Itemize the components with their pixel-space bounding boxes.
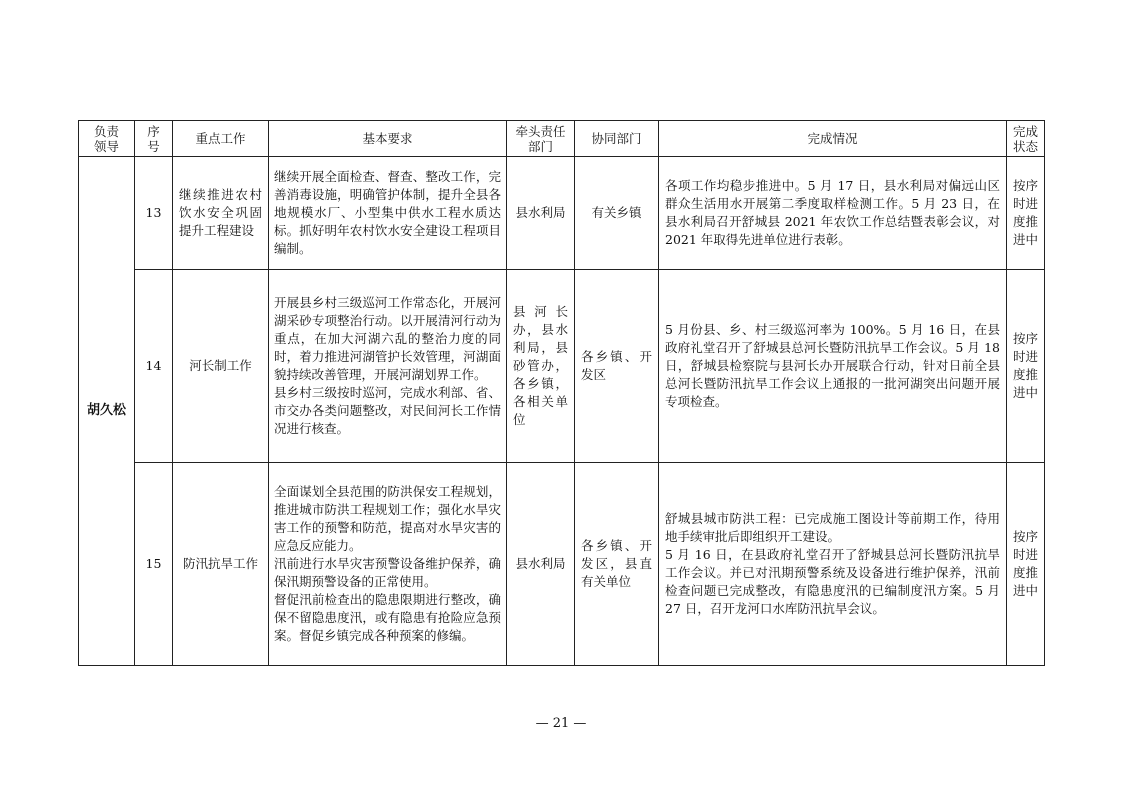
row-progress: 5 月份县、乡、村三级巡河率为 100%。5 月 16 日，在县政府礼堂召开了舒城县总河长暨防汛抗旱工作会议。5 月 18 日，舒城县检察院与县河长办开展联合行动，针对日前全县总河长暨防汛抗旱工作会议上通报的一批河湖突出问题开展专项检查。	[659, 270, 1007, 463]
table-row	[79, 270, 1045, 463]
work-progress-table	[78, 120, 1045, 666]
table-row	[79, 157, 1045, 270]
row-coop-dept: 有关乡镇	[575, 157, 659, 270]
row-status: 按序时进度推进中	[1007, 463, 1045, 666]
row-progress: 各项工作均稳步推进中。5 月 17 日，县水利局对偏远山区群众生活用水开展第二季度取样检测工作。5 月 23 日，在县水利局召开舒城县 2021 年农饮工作总结暨表彰会议，对 2021 年取得先进单位进行表彰。	[659, 157, 1007, 270]
row-coop-dept: 各乡镇、开发区，县直有关单位	[575, 463, 659, 666]
row-lead-dept: 县水利局	[507, 463, 575, 666]
leader-cell: 胡久松	[79, 157, 135, 666]
header-task: 重点工作	[173, 121, 269, 157]
row-progress: 舒城县城市防洪工程：已完成施工图设计等前期工作，待用地手续审批后即组织开工建设。 5 月 16 日，在县政府礼堂召开了舒城县总河长暨防汛抗旱工作会议。并已对汛期预警系统及设备进行维护保养，汛前检查问题已完成整改，有隐患度汛的已编制度汛方案。5 月 27 日，召开龙河口水库防汛抗旱会议。	[659, 463, 1007, 666]
row-seq: 15	[135, 463, 173, 666]
table-header-row	[79, 121, 1045, 157]
row-seq: 13	[135, 157, 173, 270]
row-lead-dept: 县河长办，县水利局，县砂管办，各乡镇，各相关单位	[507, 270, 575, 463]
row-seq: 14	[135, 270, 173, 463]
row-task: 防汛抗旱工作	[173, 463, 269, 666]
page-number: — 21 —	[535, 716, 587, 731]
row-requirement: 全面谋划全县范围的防洪保安工程规划，推进城市防洪工程规划工作；强化水旱灾害工作的预警和防范，提高对水旱灾害的应急反应能力。 汛前进行水旱灾害预警设备维护保养，确保汛期预警设备的正常使用。 督促汛前检查出的隐患限期进行整改，确保不留隐患度汛，或有隐患有抢险应急预案。督促乡镇完成各种预案的修编。	[269, 463, 507, 666]
row-task: 河长制工作	[173, 270, 269, 463]
row-requirement: 开展县乡村三级巡河工作常态化，开展河湖采砂专项整治行动。以开展清河行动为重点，在加大河湖六乱的整治力度的同时，着力推进河湖管护长效管理，河湖面貌持续改善管理，开展河湖划界工作。 县乡村三级按时巡河，完成水利部、省、市交办各类问题整改，对民间河长工作情况进行核查。	[269, 270, 507, 463]
page-footer	[0, 716, 1122, 731]
header-coop-dept: 协同部门	[575, 121, 659, 157]
row-lead-dept: 县水利局	[507, 157, 575, 270]
row-status: 按序时进度推进中	[1007, 270, 1045, 463]
header-requirement: 基本要求	[269, 121, 507, 157]
header-seq: 序 号	[135, 121, 173, 157]
row-status: 按序时进度推进中	[1007, 157, 1045, 270]
header-progress: 完成情况	[659, 121, 1007, 157]
header-lead-dept: 牵头责任 部门	[507, 121, 575, 157]
header-leader: 负责 领导	[79, 121, 135, 157]
row-coop-dept: 各乡镇、开发区	[575, 270, 659, 463]
table-row	[79, 463, 1045, 666]
header-status: 完成 状态	[1007, 121, 1045, 157]
row-task: 继续推进农村饮水安全巩固提升工程建设	[173, 157, 269, 270]
row-requirement: 继续开展全面检查、督查、整改工作，完善消毒设施，明确管护体制，提升全县各地规模水厂、小型集中供水工程水质达标。抓好明年农村饮水安全建设工程项目编制。	[269, 157, 507, 270]
